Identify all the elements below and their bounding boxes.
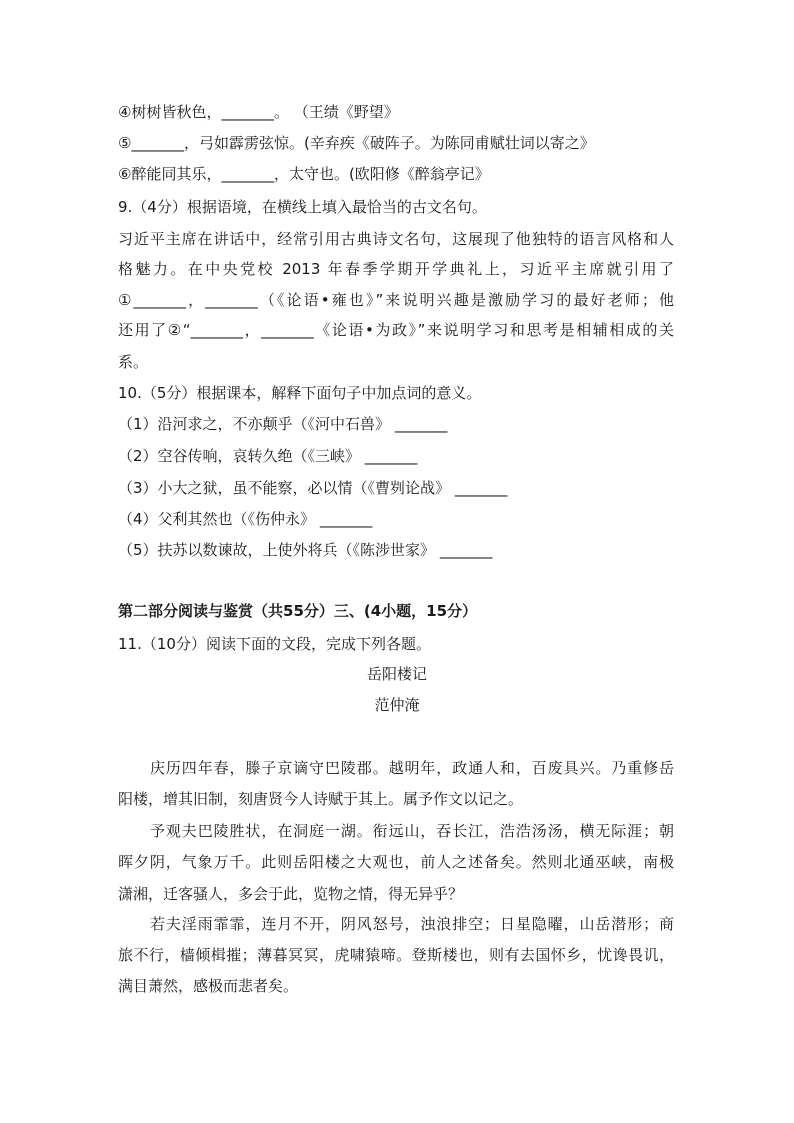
question-10-heading: 10.（5分）根据课本，解释下面句子中加点词的意义。 [118,384,482,402]
paragraph-1-line-2: 阳楼，增其旧制，刻唐贤今人诗赋于其上。属予作文以记之。 [118,790,524,808]
question-9-line-4: 还用了②“_______，_______《论语•为政》”来说明学习和思考是相辅相成的关 [118,321,674,339]
essay-author: 范仲淹 [374,696,420,714]
question-11-heading: 11.（10分）阅读下面的文段，完成下列各题。 [118,635,431,653]
paragraph-3-line-2: 旅不行，樯倾楫摧；薄暮冥冥，虎啸猿啼。登斯楼也，则有去国怀乡，忧谗畏讥， [118,946,674,964]
question-10-item-4: （4）父利其然也（《伤仲永》 _______ [118,510,373,528]
question-8-item-6: ⑥醉能同其乐，_______，太守也。(欧阳修《醉翁亭记》 [118,165,490,183]
paragraph-3-line-1: 若夫淫雨霏霏，连月不开，阴风怒号，浊浪排空；日星隐曜，山岳潜形；商 [150,915,674,933]
paragraph-1-line-1: 庆历四年春，滕子京谪守巴陵郡。越明年，政通人和，百废具兴。乃重修岳 [150,759,674,777]
question-10-item-3: （3）小大之狱，虽不能察，必以情（《曹刿论战》 _______ [118,479,508,497]
paragraph-2-line-2: 晖夕阴，气象万千。此则岳阳楼之大观也，前人之述备矣。然则北通巫峡，南极 [118,853,674,871]
question-9-line-1: 习近平主席在讲话中，经常引用古典诗文名句，这展现了他独特的语言风格和人 [118,230,674,248]
part-two-heading: 第二部分阅读与鉴赏（共55分）三、(4小题，15分） [118,602,478,620]
question-9-heading: 9.（4分）根据语境，在横线上填入最恰当的古文名句。 [118,198,487,216]
question-8-item-4: ④树树皆秋色，_______。 （王绩《野望》 [118,103,399,121]
question-9-line-3: ①_______，_______（《论语•雍也》”来说明兴趣是激励学习的最好老师；他 [118,291,674,309]
essay-title: 岳阳楼记 [366,665,427,683]
paragraph-2-line-3: 潇湘，迁客骚人，多会于此，览物之情，得无异乎？ [118,885,464,903]
question-10-item-5: （5）扶苏以数谏故，上使外将兵（《陈涉世家》 _______ [118,541,493,559]
question-9-line-2: 格魅力。在中央党校 2013 年春季学期开学典礼上，习近平主席就引用了 [118,260,674,278]
question-9-line-5: 系。 [118,353,149,371]
question-10-item-1: （1）沿河求之，不亦颠乎（《河中石兽》 _______ [118,415,448,433]
question-8-item-5: ⑤_______，弓如霹雳弦惊。(辛弃疾《破阵子。为陈同甫赋壮词以寄之》 [118,134,595,152]
question-10-item-2: （2）空谷传响，哀转久绝（《三峡》 _______ [118,447,418,465]
paragraph-3-line-3: 满目萧然，感极而悲者矣。 [118,977,299,995]
paragraph-2-line-1: 予观夫巴陵胜状，在洞庭一湖。衔远山，吞长江，浩浩汤汤，横无际涯；朝 [150,822,674,840]
